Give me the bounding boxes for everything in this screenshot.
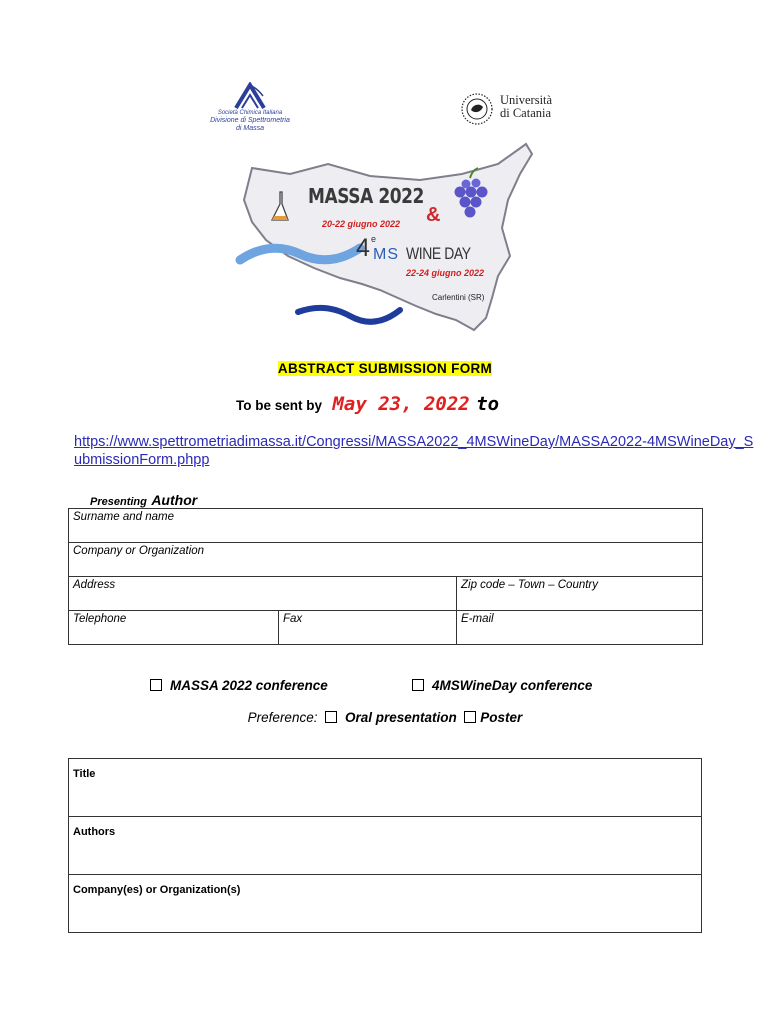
author-details-table xyxy=(68,508,703,645)
massa-checkbox[interactable] xyxy=(150,679,162,691)
abstract-companies-field[interactable]: Company(es) or Organization(s) xyxy=(69,875,702,933)
university-logo xyxy=(460,92,580,132)
banner-ms: MS xyxy=(373,246,399,263)
submission-url-link[interactable]: https://www.spettrometriadimassa.it/Congressi/MASSA2022_4MSWineDay/MASSA2022-4MSWineDay_SubmissionForm.phpp xyxy=(74,434,754,468)
banner-dates-wineday: 22-24 giugno 2022 xyxy=(406,268,485,278)
poster-option-label: Poster xyxy=(480,710,523,725)
table-row xyxy=(69,509,703,543)
sci-division: Divisione di Spettrometria xyxy=(210,117,290,124)
oral-checkbox[interactable] xyxy=(325,711,337,723)
banner-wine-day: WINE DAY xyxy=(406,244,471,263)
university-name-2: di Catania xyxy=(500,106,552,120)
abstract-authors-field[interactable]: Authors xyxy=(69,817,702,875)
author-word: Author xyxy=(151,492,198,508)
wineday-option-label: 4MSWineDay conference xyxy=(432,678,593,693)
deadline-line xyxy=(236,393,499,415)
banner-edition-number: 4 xyxy=(356,234,370,262)
address-field[interactable]: Address xyxy=(69,577,457,611)
sci-division-sub: di Massa xyxy=(235,125,264,132)
banner-title: MASSA 2022 xyxy=(308,184,424,208)
banner-dates-massa: 20-22 giugno 2022 xyxy=(322,219,401,229)
sci-name: Società Chimica Italiana xyxy=(217,110,283,116)
email-field[interactable]: E-mail xyxy=(457,611,703,645)
table-row xyxy=(69,875,702,933)
form-heading xyxy=(0,360,770,378)
table-row xyxy=(69,543,703,577)
deadline-suffix: to xyxy=(476,393,500,415)
oral-option-label: Oral presentation xyxy=(344,710,457,725)
wineday-conference-option[interactable] xyxy=(412,678,592,693)
preference-line xyxy=(0,710,770,725)
massa-conference-option[interactable] xyxy=(150,678,328,693)
university-name-1: Università xyxy=(500,93,553,107)
deadline-prefix: To be sent by xyxy=(236,398,323,413)
table-row xyxy=(69,759,702,817)
surname-field[interactable]: Surname and name xyxy=(69,509,703,543)
wineday-checkbox[interactable] xyxy=(412,679,424,691)
banner-ampersand: & xyxy=(426,204,441,226)
company-field[interactable]: Company or Organization xyxy=(69,543,703,577)
poster-checkbox[interactable] xyxy=(464,711,476,723)
deadline-date: May 23, 2022 xyxy=(332,393,470,415)
preference-label: Preference: xyxy=(247,710,318,725)
banner-edition-sup: e xyxy=(371,234,377,244)
fax-field[interactable]: Fax xyxy=(279,611,457,645)
zip-town-country-field[interactable]: Zip code – Town – Country xyxy=(457,577,703,611)
abstract-title-field[interactable]: Title xyxy=(69,759,702,817)
massa-option-label: MASSA 2022 conference xyxy=(170,678,328,693)
abstract-details-table xyxy=(68,758,702,933)
table-row xyxy=(69,611,703,645)
telephone-field[interactable]: Telephone xyxy=(69,611,279,645)
sea-waves-icon xyxy=(230,140,540,335)
form-heading-text: ABSTRACT SUBMISSION FORM xyxy=(277,361,493,376)
university-seal-icon xyxy=(460,92,494,126)
table-row xyxy=(69,817,702,875)
sci-division-logo xyxy=(200,82,300,138)
conference-banner xyxy=(230,140,540,335)
sci-emblem-icon xyxy=(230,82,270,110)
table-row xyxy=(69,577,703,611)
banner-place: Carlentini (SR) xyxy=(432,293,485,302)
presenting-word: Presenting xyxy=(90,496,147,508)
